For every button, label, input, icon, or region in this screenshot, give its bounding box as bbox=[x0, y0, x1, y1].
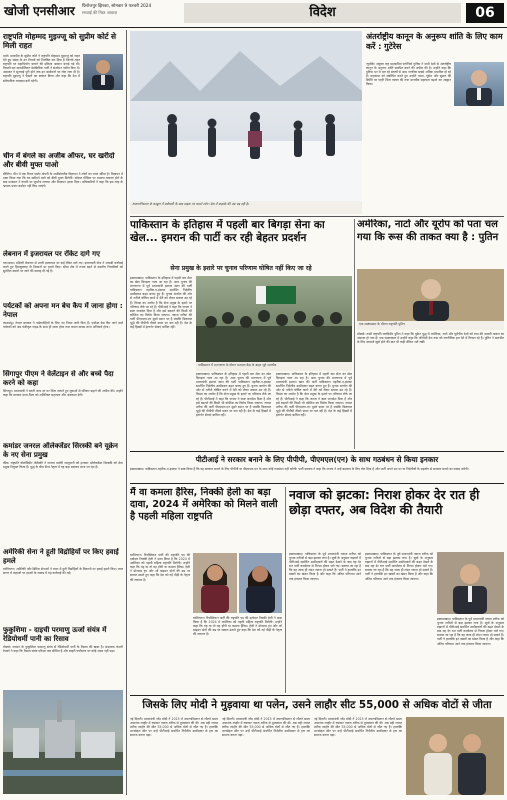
us-strikes-headline: अमेरिकी सेना ने हूती विद्रोहियों पर किए हवाई हमले bbox=[3, 548, 119, 565]
putin-photo-caption: एक साक्षात्कार के दौरान राष्ट्रपति पुतिन bbox=[357, 321, 504, 330]
lead-photo bbox=[196, 276, 352, 362]
putin-photo bbox=[357, 269, 504, 321]
header-divider bbox=[0, 27, 507, 28]
pti-strip-headline: पीटीआई ने सरकार बनाने के लिए पीपीपी, पीएमएल(एन) के साथ गठबंधन से किया इनकार bbox=[195, 455, 439, 464]
dateline: फिरोजपुर झिरका, सोमवार 9 फरवरी 2024 bbox=[82, 4, 152, 9]
china-headline: चीन में बंगले का अजीब ऑफर, घर खरीदो और बीवी मुफ्त पाओ bbox=[3, 152, 115, 169]
kamala-photo bbox=[239, 553, 282, 613]
us-strikes-body: वाशिंगटन। अमेरिकी और ब्रिटिश सेनाओं ने यमन में हूती विद्रोहियों के ठिकानों पर हवाई हमले किए। लाल सागर में जहाजों पर हमलों के जवाब में यह कार्रवाई की गई। bbox=[3, 567, 123, 576]
article-singapore bbox=[3, 370, 123, 440]
nawaz-photo bbox=[437, 552, 504, 614]
asim-body: कीव। राष्ट्रपति वोलोदिमीर जेलेंस्की ने जनरल वालेरी जालुजनी को हटाकर ऑलेक्जेंडर सिरस्की को सेना प्रमुख नियुक्त किया है। युद्ध के बीच सैन्य नेतृत्व में यह बड़ा बदलाव माना जा रहा है। bbox=[3, 461, 123, 470]
guterres-portrait-icon bbox=[454, 62, 504, 106]
lead-body-col1: इस्लामाबाद। पाकिस्तान के इतिहास में पहली बार सेना का खेल बिगड़ता नजर आ रहा है। आम चुनाव की मतगणना में पूर्व प्रधानमंत्री इमरान खान की पार्टी पाकिस्तान तहरीक-ए-इंसाफ समर्थित निर्दलीय उम्मीदवार बढ़त बनाए हुए हैं। चुनाव आयोग की ओर से नतीजे घोषित करने में देरी को लेकर सवाल उठ रहे हैं। विपक्ष का आरोप है कि सेना प्रमुख के इशारे पर परिणाम रोके जा रहे हैं। पीटीआई ने कहा कि जनता ने स्पष्ट जनादेश दिया है और इसे बदलने की किसी भी कोशिश का विरोध किया जाएगा। नवाज शरीफ की पार्टी पीएमएल-एन दूसरे स्थान पर है जबकि बिलावल भुट्टो की पीपीपी तीसरे स्थान पर चल रही है। देश के कई हिस्सों में इंटरनेट सेवाएं बाधित रहीं। bbox=[130, 276, 192, 330]
snow-street-icon bbox=[130, 31, 362, 201]
putin-headline: अमेरिका, नाटो और यूरोप को पता चल गया कि रूस की ताकत क्या है : पुतिन bbox=[357, 219, 499, 243]
muizzu-headline: राष्ट्रपति मोहम्मद मुइज्जू को सुप्रीम कोर्ट से मिली राहत bbox=[3, 32, 117, 50]
nawaz-portrait-icon bbox=[437, 552, 504, 614]
asim-headline: कमांडर जनरल ऑलेक्जेंडर सिरस्की बने यूक्रेन के नए सेना प्रमुख bbox=[3, 442, 118, 459]
singapore-headline: सिंगापुर पीएम ने वेलेंटाइन से और बच्चे पैदा करने को कहा bbox=[3, 370, 114, 387]
snow-photo bbox=[130, 31, 362, 201]
strip-bottom-rule bbox=[130, 483, 504, 484]
nawaz-body-col3: इस्लामाबाद। पाकिस्तान के पूर्व प्रधानमंत्री नवाज शरीफ को चुनाव नतीजों से बड़ा झटका लगा है। सूत्रों के अनुसार रुझानों में पीटीआई समर्थित उम्मीदवारों की बढ़त देखने के बाद वह देर रात पार्टी कार्यालय से निराश होकर चले गए। बताया जा रहा है कि वह जल्द ही लंदन रवाना हो सकते हैं। पार्टी ने हालांकि इन खबरों का खंडन किया है और कहा कि अंतिम परिणाम आने तक इंतजार किया जाएगा। bbox=[437, 617, 504, 646]
center-horizontal-rule bbox=[130, 216, 504, 217]
muizzu-photo bbox=[83, 54, 123, 90]
fukushima-body: टोक्यो। जापान के फुकुशिमा परमाणु संयंत्र से रेडियोधर्मी पानी के रिसाव की खबर है। संचालक कंपनी टेपको ने कहा कि रिसाव संयंत्र परिसर तक सीमित है और बाहरी पर्यावरण पर कोई असर नहीं पड़ा। bbox=[3, 645, 123, 654]
tagline: सच्चाई की निडर आवाज़ bbox=[82, 10, 118, 15]
nikki-photo bbox=[193, 553, 237, 613]
lahore-body-col3: नई दिल्ली। प्रधानमंत्री नरेंद्र मोदी ने 2015 में अफगानिस्तान से लौटते समय अचानक लाहौर में रुककर नवाज शरीफ से मुलाकात की थी। अब वही नवाज शरीफ लाहौर की सीट 55,000 से अधिक वोटों से जीत गए हैं। हालांकि मानसेहरा सीट पर उन्हें पीटीआई समर्थित निर्दलीय उम्मीदवार से हार का सामना करना पड़ा। bbox=[314, 717, 402, 738]
section-title: विदेश bbox=[309, 5, 336, 20]
column-divider-left bbox=[126, 30, 127, 795]
fukushima-photo bbox=[3, 690, 123, 794]
putin-portrait-icon bbox=[357, 269, 504, 321]
lead-body-col2: इस्लामाबाद। पाकिस्तान के इतिहास में पहली बार सेना का खेल बिगड़ता नजर आ रहा है। आम चुनाव की मतगणना में पूर्व प्रधानमंत्री इमरान खान की पार्टी पाकिस्तान तहरीक-ए-इंसाफ समर्थित निर्दलीय उम्मीदवार बढ़त बनाए हुए हैं। चुनाव आयोग की ओर से नतीजे घोषित करने में देरी को लेकर सवाल उठ रहे हैं। विपक्ष का आरोप है कि सेना प्रमुख के इशारे पर परिणाम रोके जा रहे हैं। पीटीआई ने कहा कि जनता ने स्पष्ट जनादेश दिया है और इसे बदलने की किसी भी कोशिश का विरोध किया जाएगा। नवाज शरीफ की पार्टी पीएमएल-एन दूसरे स्थान पर है जबकि बिलावल भुट्टो की पीपीपी तीसरे स्थान पर चल रही है। देश के कई हिस्सों में इंटरनेट सेवाएं बाधित रहीं। bbox=[196, 372, 271, 417]
section-banner bbox=[184, 3, 461, 23]
crowd-photo-icon bbox=[196, 276, 352, 362]
lahore-photo bbox=[406, 717, 504, 795]
article-us-strikes bbox=[3, 548, 123, 624]
putin-body: मॉस्को। रूसी राष्ट्रपति व्लादिमीर पुतिन ने कहा कि यूक्रेन युद्ध में अमेरिका, नाटो और यूरोपीय देशों को रूस की असली ताकत का अंदाजा हो गया है। एक साक्षात्कार में उन्होंने कहा कि पश्चिमी देश रूस को रणनीतिक हार देने में विफल रहे हैं। पुतिन ने बातचीत के लिए दरवाजे खुले होने की बात भी कही लेकिन शर्तें रखीं। bbox=[357, 332, 504, 345]
nikki-portrait-icon bbox=[193, 553, 237, 613]
nikki-body: वाशिंगटन। रिपब्लिकन पार्टी की राष्ट्रपति पद की दावेदार निक्की हेली ने दावा किया है कि 2024 में अमेरिका को पहली महिला राष्ट्रपति मिलेगी। उन्होंने कहा कि यह या तो वह होंगी या कमला हैरिस। हेली ने डोनाल्ड ट्रंप और जो बाइडन दोनों की उम्र पर सवाल उठाते हुए कहा कि देश को नई पीढ़ी के नेतृत्व की जरूरत है। bbox=[130, 553, 190, 582]
article-guterres bbox=[366, 32, 504, 214]
vertical-rule-lower bbox=[285, 487, 286, 693]
nawaz-body-col1: इस्लामाबाद। पाकिस्तान के पूर्व प्रधानमंत्री नवाज शरीफ को चुनाव नतीजों से बड़ा झटका लगा है। सूत्रों के अनुसार रुझानों में पीटीआई समर्थित उम्मीदवारों की बढ़त देखने के बाद वह देर रात पार्टी कार्यालय से निराश होकर चले गए। बताया जा रहा है कि वह जल्द ही लंदन रवाना हो सकते हैं। पार्टी ने हालांकि इन खबरों का खंडन किया है और कहा कि अंतिम परिणाम आने तक इंतजार किया जाएगा। bbox=[289, 552, 361, 581]
lead-body-col3: इस्लामाबाद। पाकिस्तान के इतिहास में पहली बार सेना का खेल बिगड़ता नजर आ रहा है। आम चुनाव की मतगणना में पूर्व प्रधानमंत्री इमरान खान की पार्टी पाकिस्तान तहरीक-ए-इंसाफ समर्थित निर्दलीय उम्मीदवार बढ़त बनाए हुए हैं। चुनाव आयोग की ओर से नतीजे घोषित करने में देरी को लेकर सवाल उठ रहे हैं। विपक्ष का आरोप है कि सेना प्रमुख के इशारे पर परिणाम रोके जा रहे हैं। पीटीआई ने कहा कि जनता ने स्पष्ट जनादेश दिया है और इसे बदलने की किसी भी कोशिश का विरोध किया जाएगा। नवाज शरीफ की पार्टी पीएमएल-एन दूसरे स्थान पर है जबकि बिलावल भुट्टो की पीपीपी तीसरे स्थान पर चल रही है। देश के कई हिस्सों में इंटरनेट सेवाएं बाधित रहीं। bbox=[276, 372, 352, 417]
guterres-photo bbox=[454, 62, 504, 106]
muizzu-portrait-icon bbox=[83, 54, 123, 90]
china-body: बीजिंग। चीन में एक रियल एस्टेट कंपनी के अजीबोगरीब विज्ञापन ने लोगों का ध्यान खींचा है। विज्ञापन में दावा किया गया कि घर खरीदने वाले को बीवी मुफ्त मिलेगी। सोशल मीडिया पर मामला वायरल होने के बाद प्रशासन ने कंपनी पर जुर्माना लगाया और विज्ञापन हटवा दिया। अधिकारियों ने कहा कि इस तरह के भ्रामक प्रचार बर्दाश्त नहीं किए जाएंगे। bbox=[3, 171, 123, 188]
lead-photo-caption: पाकिस्तान में मतगणना के दौरान मतदान केंद्र के बाहर जुटे समर्थक bbox=[196, 362, 352, 371]
lead-headline: पाकिस्तान के इतिहास में पहली बार बिगड़ा सेना का खेल... इमरान की पार्टी कर रही बेहतर प्रदर्शन bbox=[130, 219, 325, 244]
singapore-body: सिंगापुर। प्रधानमंत्री ने घटती जन्म दर पर चिंता जताते हुए युवाओं से परिवार बढ़ाने की अपील की। उन्होंने कहा कि सरकार माता-पिता को अतिरिक्त सहायता और अवकाश देगी। bbox=[3, 389, 123, 398]
nawaz-headline: नवाज को झटका: निराश होकर देर रात ही छोड़ा दफ्तर, अब विदेश की तैयारी bbox=[289, 487, 480, 517]
guterres-headline: अंतर्राष्ट्रीय कानून के अनुरूप शांति के लिए काम करें : गुटेरेस bbox=[366, 32, 503, 51]
kamala-portrait-icon bbox=[239, 553, 282, 613]
article-fukushima bbox=[3, 626, 123, 796]
article-lebanon bbox=[3, 250, 123, 300]
guterres-body: न्यूयॉर्क। संयुक्त राष्ट्र महासचिव एंटोनियो गुटेरेस ने सभी देशों से अंतर्राष्ट्रीय कानून के अनुरूप शांति स्थापित करने की अपील की है। उन्होंने कहा कि दुनिया भर में चल रहे संघर्षों से आम नागरिक सबसे अधिक प्रभावित हो रहे हैं। महासभा को संबोधित करते हुए उन्होंने गाजा, यूक्रेन और सूडान की स्थिति पर गहरी चिंता व्यक्त की तथा मानवीय सहायता बढ़ाने का आह्वान किया। bbox=[366, 62, 451, 87]
nawaz-body-col2: इस्लामाबाद। पाकिस्तान के पूर्व प्रधानमंत्री नवाज शरीफ को चुनाव नतीजों से बड़ा झटका लगा है। सूत्रों के अनुसार रुझानों में पीटीआई समर्थित उम्मीदवारों की बढ़त देखने के बाद वह देर रात पार्टी कार्यालय से निराश होकर चले गए। बताया जा रहा है कि वह जल्द ही लंदन रवाना हो सकते हैं। पार्टी ने हालांकि इन खबरों का खंडन किया है और कहा कि अंतिम परिणाम आने तक इंतजार किया जाएगा। bbox=[365, 552, 433, 581]
fukushima-headline: फुकुशिमा - दाइची परमाणु ऊर्जा संयंत्र में रेडियोधर्मी पानी का रिसाव bbox=[3, 626, 107, 643]
nikki-body-cont: वाशिंगटन। रिपब्लिकन पार्टी की राष्ट्रपति पद की दावेदार निक्की हेली ने दावा किया है कि 2024 में अमेरिका को पहली महिला राष्ट्रपति मिलेगी। उन्होंने कहा कि यह या तो वह होंगी या कमला हैरिस। हेली ने डोनाल्ड ट्रंप और जो बाइडन दोनों की उम्र पर सवाल उठाते हुए कहा कि देश को नई पीढ़ी के नेतृत्व की जरूरत है। bbox=[193, 616, 282, 637]
pti-strip-body: इस्लामाबाद। पाकिस्तान तहरीक-ए-इंसाफ ने स्पष्ट किया है कि वह सरकार बनाने के लिए पीपीपी या पीएमएल-एन के साथ कोई गठबंधन नहीं करेगी। पार्टी प्रवक्ता ने कहा कि जनता ने उन्हें बदलाव के लिए वोट दिया है और पार्टी अपने दम पर या निर्दलीयों के सहयोग से सरकार बनाने का प्रयास करेगी। bbox=[130, 467, 469, 471]
lahore-headline: जिसके लिए मोदी ने मुड़वाया था पलेन, उसने लाहौर सीट 55,000 से अधिक वोटों से जीता bbox=[142, 699, 492, 711]
masthead-bar bbox=[0, 0, 507, 28]
article-asim bbox=[3, 442, 123, 546]
article-muizzu bbox=[3, 32, 123, 150]
snow-caption: अफगानिस्तान के काबुल में बर्फबारी के बाद सड़क पर चलते लोग। देश में कड़ाके की ठंड पड़ रही है। bbox=[130, 201, 362, 214]
nepal-body: काठमांडू। नेपाल सरकार ने पर्वतारोहियों के लिए नए नियम जारी किए हैं। एवरेस्ट बेस कैंप जाने वाले पर्यटकों को अब पंजीकृत गाइड के साथ ही जाना होगा तथा कचरा वापस लाना अनिवार्य होगा। bbox=[3, 321, 123, 330]
vertical-rule-center bbox=[354, 219, 355, 449]
modi-nawaz-photo-icon bbox=[406, 717, 504, 795]
article-china bbox=[3, 152, 123, 248]
nikki-headline: मैं वा कमला हैरिस, निक्की हेली का बड़ा दावा, 2024 में अमेरिका को मिलने वाली है पहली महिला राष्ट्रपति bbox=[130, 487, 278, 523]
page-number: 06 bbox=[466, 3, 504, 23]
lahore-body-col2: नई दिल्ली। प्रधानमंत्री नरेंद्र मोदी ने 2015 में अफगानिस्तान से लौटते समय अचानक लाहौर में रुककर नवाज शरीफ से मुलाकात की थी। अब वही नवाज शरीफ लाहौर की सीट 55,000 से अधिक वोटों से जीत गए हैं। हालांकि मानसेहरा सीट पर उन्हें पीटीआई समर्थित निर्दलीय उम्मीदवार से हार का सामना करना पड़ा। bbox=[222, 717, 310, 738]
article-nepal bbox=[3, 302, 123, 368]
lead-subhead: सेना प्रमुख के इशारे पर चुनाव परिणाम घोषित नहीं किए जा रहे bbox=[170, 265, 312, 272]
lebanon-body: यरूशलम। दक्षिणी लेबनान से उत्तरी इजरायल पर कई रॉकेट दागे गए। इजरायली सेना ने जवाबी कार्रवाई करते हुए हिजबुल्लाह के ठिकानों पर हमले किए। सीमा क्षेत्र में तनाव बढ़ने से स्थानीय निवासियों को सुरक्षित स्थानों पर जाने की सलाह दी गई है। bbox=[3, 260, 123, 273]
lebanon-headline: लेबनान में इजरायल पर रॉकेट दागे गए bbox=[3, 250, 100, 258]
lahore-body-col1: नई दिल्ली। प्रधानमंत्री नरेंद्र मोदी ने 2015 में अफगानिस्तान से लौटते समय अचानक लाहौर में रुककर नवाज शरीफ से मुलाकात की थी। अब वही नवाज शरीफ लाहौर की सीट 55,000 से अधिक वोटों से जीत गए हैं। हालांकि मानसेहरा सीट पर उन्हें पीटीआई समर्थित निर्दलीय उम्मीदवार से हार का सामना करना पड़ा। bbox=[130, 717, 218, 738]
muizzu-body: माले। मालदीव के सुप्रीम कोर्ट ने राष्ट्रपति मोहम्मद मुइज्जू को राहत देते हुए संसद के उन नियमों को निलंबित कर दिया है जिनके तहत राष्ट्रपति पर महाभियोग चलाने की प्रक्रिया आसान बनाई गई थी। विपक्षी दल मालदीवियन डेमोक्रेटिक पार्टी ने संशोधन पारित किए थे। अदालत ने सुनवाई पूरी होने तक इन संशोधनों पर रोक लगा दी है। राष्ट्रपति मुइज्जू ने फैसले का स्वागत किया और कहा कि देश में संवैधानिक व्यवस्था बनी रहेगी। bbox=[3, 54, 80, 83]
masthead-title: खोजी एनसीआर bbox=[4, 4, 75, 18]
bottom-section-rule bbox=[130, 695, 504, 696]
power-plant-icon bbox=[3, 690, 123, 794]
nepal-headline: पर्यटकों को अपना मन बेच कैप में जाना होगा : नेपाल bbox=[3, 302, 123, 319]
strip-top-rule bbox=[130, 451, 504, 452]
